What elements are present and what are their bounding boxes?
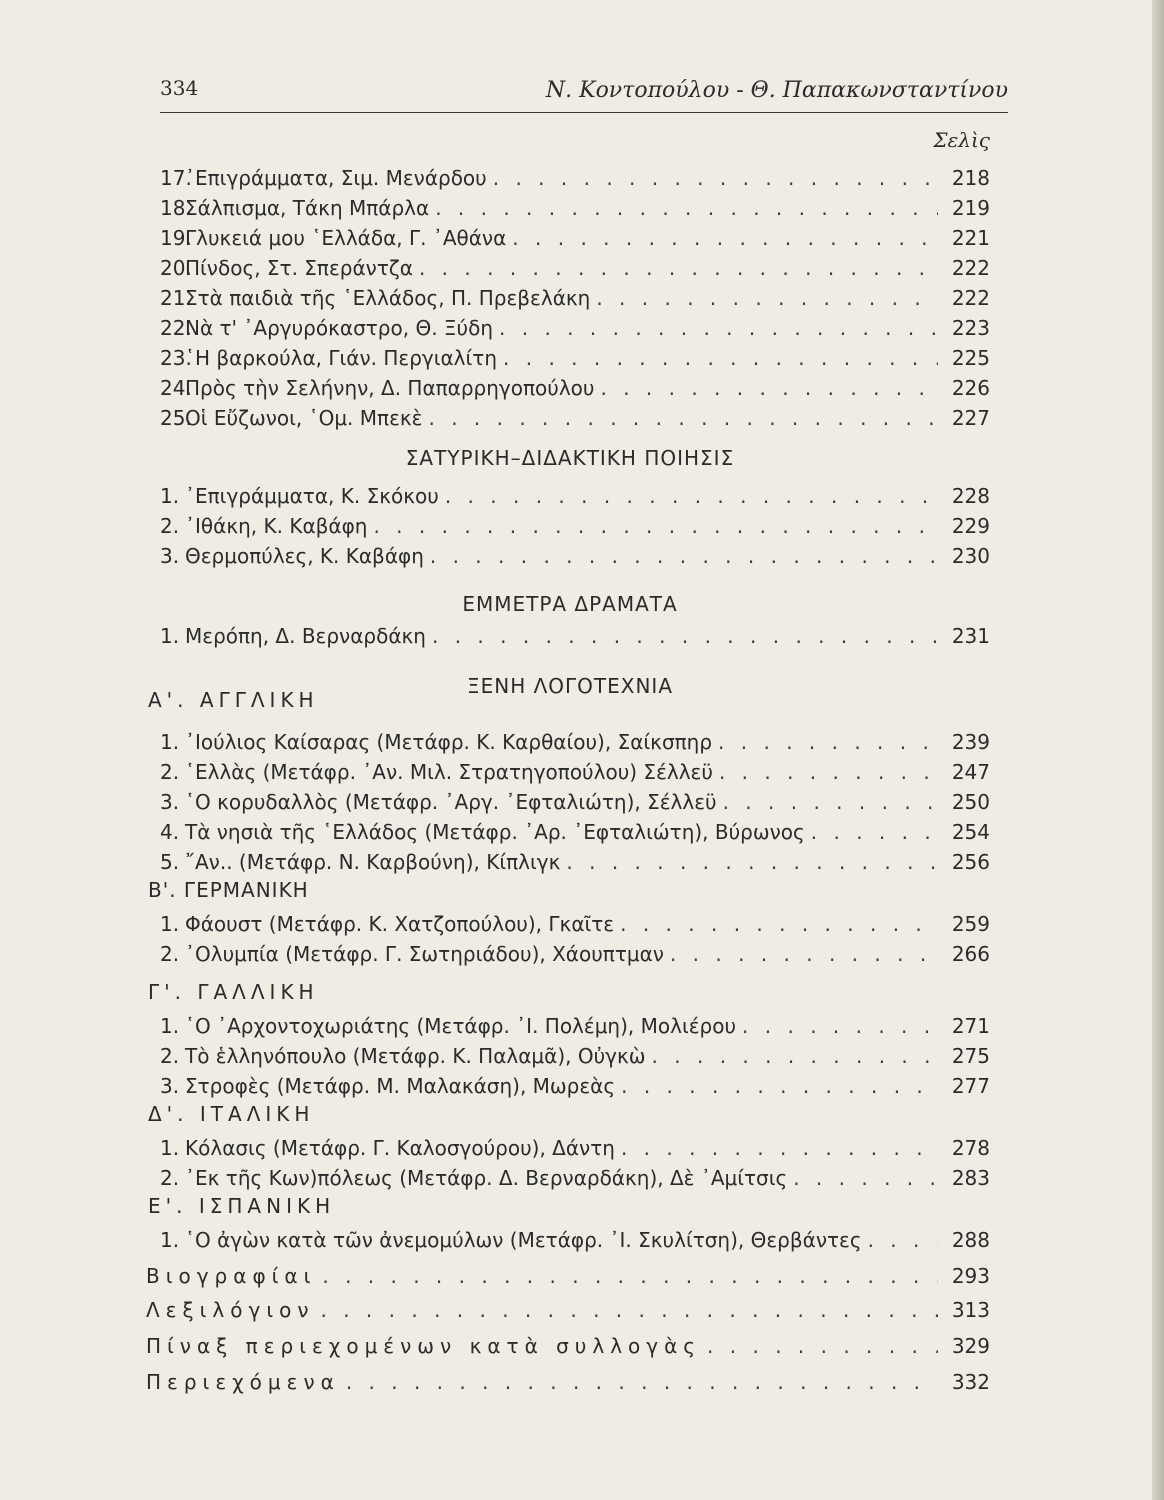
entry-title: Περιεχόμενα (146, 1370, 340, 1394)
entry-page: 239 (951, 730, 990, 754)
entry-title: ᾿Επιγράμματα, Σιμ. Μενάρδου (185, 166, 487, 190)
page-number: 334 (160, 76, 199, 100)
entry-number: 20. (160, 256, 192, 280)
entry-title: ῾Ο ᾿Αρχοντοχωριάτης (Μετάφρ. ᾿Ι. Πολέμη), Μολιέρου (185, 1014, 737, 1038)
toc-entry (160, 1136, 990, 1166)
toc-entry (160, 544, 990, 574)
entry-number: 19. (160, 226, 192, 250)
entry-title: Πίνδος, Στ. Σπεράντζα (185, 256, 413, 280)
entry-page: 223 (951, 316, 990, 340)
toc-entry (160, 790, 990, 820)
entry-number: 5. (160, 850, 180, 874)
toc-entry (160, 1014, 990, 1044)
entry-number: 1. (160, 730, 180, 754)
running-head: Ν. Κοντοπούλου - Θ. Παπακωνσταντίνου (545, 78, 1008, 103)
toc-entry (146, 1264, 990, 1294)
toc-entry (160, 1228, 990, 1258)
entry-title: ῾Ο κορυδαλλὸς (Μετάφρ. ᾿Αργ. ᾿Εφταλιώτη), Σέλλεϋ (185, 790, 717, 814)
entry-number: 25. (160, 406, 192, 430)
toc-entry (160, 316, 990, 346)
entry-title: Στροφὲς (Μετάφρ. Μ. Μαλακάση), Μωρεὰς (185, 1074, 616, 1098)
entry-page: 218 (951, 166, 990, 190)
toc-entry (160, 286, 990, 316)
entry-page: 332 (951, 1370, 990, 1394)
entry-title: Πρὸς τὴν Σελήνην, Δ. Παπαρρηγοπούλου (185, 376, 595, 400)
entry-page: 293 (951, 1264, 990, 1288)
entry-number: 2. (160, 514, 180, 538)
entry-page: 247 (951, 760, 990, 784)
toc-entry (160, 376, 990, 406)
entry-number: 2. (160, 760, 180, 784)
toc-entry (160, 850, 990, 880)
toc-entry (160, 624, 990, 654)
entry-page: 250 (951, 790, 990, 814)
entry-title: Τὰ νησιὰ τῆς ῾Ελλάδος (Μετάφρ. ᾿Αρ. ᾿Εφταλιώτη), Βύρωνος (185, 820, 805, 844)
entry-page: 313 (951, 1298, 990, 1322)
entry-number: 1. (160, 624, 180, 648)
entry-number: 3. (160, 544, 180, 568)
entry-number: 1. (160, 1228, 180, 1252)
entry-number: 3. (160, 1074, 180, 1098)
section-heading-satirical: ΣΑΤΥΡΙΚΗ–ΔΙΔΑΚΤΙΚΗ ΠΟΙΗΣΙΣ (405, 446, 735, 470)
entry-page: 254 (951, 820, 990, 844)
entry-page: 219 (951, 196, 990, 220)
entry-page: 222 (951, 286, 990, 310)
toc-entry (160, 166, 990, 196)
section-heading-foreign: ΞΕΝΗ ΛΟΓΟΤΕΧΝΙΑ (466, 674, 674, 698)
entry-number: 3. (160, 790, 180, 814)
entry-number: 1. (160, 912, 180, 936)
entry-number: 24. (160, 376, 192, 400)
entry-page: 228 (951, 484, 990, 508)
toc-entry (160, 942, 990, 972)
entry-number: 2. (160, 942, 180, 966)
entry-page: 283 (951, 1166, 990, 1190)
entry-title: ᾿Ιούλιος Καίσαρας (Μετάφρ. Κ. Καρθαίου), Σαίκσπηρ (185, 730, 713, 754)
subsection-spanish: Ε'. ΙΣΠΑΝΙΚΗ (148, 1194, 336, 1218)
entry-title: ῾Ελλὰς (Μετάφρ. ᾿Αν. Μιλ. Στρατηγοπούλου) Σέλλεϋ (185, 760, 713, 784)
entry-number: 1. (160, 1014, 180, 1038)
entry-title: ῾Η βαρκούλα, Γιάν. Περγιαλίτη (185, 346, 498, 370)
toc-entry (160, 406, 990, 436)
entry-title: Πίναξ περιεχομένων κατὰ συλλογὰς (146, 1334, 702, 1358)
entry-title: ᾿Ιθάκη, Κ. Καβάφη (185, 514, 368, 538)
entry-page: 271 (951, 1014, 990, 1038)
subsection-french: Γ'. ΓΑΛΛΙΚΗ (148, 980, 319, 1004)
entry-page: 259 (951, 912, 990, 936)
toc-entry (160, 256, 990, 286)
entry-title: Βιογραφίαι (146, 1264, 317, 1288)
entry-number: 2. (160, 1044, 180, 1068)
entry-page: 288 (951, 1228, 990, 1252)
entry-title: Τὸ ἑλληνόπουλο (Μετάφρ. Κ. Παλαμᾶ), Οὐγκὼ (185, 1044, 646, 1068)
entry-page: 227 (951, 406, 990, 430)
subsection-english: Α'. ΑΓΓΛΙΚΗ (148, 688, 319, 712)
entry-title: Σάλπισμα, Τάκη Μπάρλα (185, 196, 430, 220)
entry-number: 4. (160, 820, 180, 844)
entry-number: 21. (160, 286, 192, 310)
toc-entry (146, 1298, 990, 1328)
entry-title: ᾿Εκ τῆς Κων)πόλεως (Μετάφρ. Δ. Βερναρδάκη), Δὲ ᾿Αμίτσις (185, 1166, 788, 1190)
subsection-italian: Δ'. ΙΤΑΛΙΚΗ (148, 1102, 315, 1126)
entry-number: 1. (160, 1136, 180, 1160)
entry-number: 23. (160, 346, 192, 370)
entry-page: 226 (951, 376, 990, 400)
entry-title: Κόλασις (Μετάφρ. Γ. Καλοσγούρου), Δάντη (185, 1136, 615, 1160)
entry-title: Μερόπη, Δ. Βερναρδάκη (185, 624, 426, 648)
toc-entry (146, 1370, 990, 1400)
entry-number: 22. (160, 316, 192, 340)
entry-page: 230 (951, 544, 990, 568)
entry-title: Λεξιλόγιον (146, 1298, 315, 1322)
entry-title: Στὰ παιδιὰ τῆς ῾Ελλάδος, Π. Πρεβελάκη (185, 286, 591, 310)
entry-page: 256 (951, 850, 990, 874)
entry-number: 1. (160, 484, 180, 508)
toc-entry (160, 912, 990, 942)
toc-entry (160, 514, 990, 544)
entry-title: ᾿Επιγράμματα, Κ. Σκόκου (185, 484, 439, 508)
page-column-label: Σελὶς (933, 128, 990, 152)
entry-page: 222 (951, 256, 990, 280)
toc-entry (160, 196, 990, 226)
toc-entry (160, 760, 990, 790)
section-heading-drama: ΕΜΜΕΤΡΑ ΔΡΑΜΑΤΑ (462, 592, 678, 616)
entry-page: 329 (951, 1334, 990, 1358)
entry-title: ᾿Ολυμπία (Μετάφρ. Γ. Σωτηριάδου), Χάουπτμαν (185, 942, 664, 966)
toc-entry (160, 820, 990, 850)
entry-page: 231 (951, 624, 990, 648)
entry-page: 221 (951, 226, 990, 250)
entry-page: 275 (951, 1044, 990, 1068)
entry-title: Γλυκειά μου ῾Ελλάδα, Γ. ᾿Αθάνα (185, 226, 507, 250)
entry-page: 278 (951, 1136, 990, 1160)
entry-title: Θερμοπύλες, Κ. Καβάφη (185, 544, 424, 568)
toc-entry (160, 730, 990, 760)
entry-number: 17. (160, 166, 192, 190)
subsection-german: Β'. ΓΕΡΜΑΝΙΚΗ (148, 878, 309, 902)
entry-title: Νὰ τ' ᾿Αργυρόκαστρο, Θ. Ξύδη (185, 316, 494, 340)
toc-entry (160, 346, 990, 376)
entry-number: 18. (160, 196, 192, 220)
entry-title: Οἱ Εὔζωνοι, ῾Ομ. Μπεκὲ (185, 406, 423, 430)
toc-entry (160, 226, 990, 256)
toc-entry (160, 484, 990, 514)
entry-page: 266 (951, 942, 990, 966)
entry-title: ῾Ο ἀγὼν κατὰ τῶν ἀνεμομύλων (Μετάφρ. ᾿Ι. Σκυλίτση), Θερβάντες (185, 1228, 862, 1252)
entry-page: 225 (951, 346, 990, 370)
toc-entry (160, 1044, 990, 1074)
toc-entry (160, 1166, 990, 1196)
entry-page: 229 (951, 514, 990, 538)
toc-entry (146, 1334, 990, 1364)
toc-entry (160, 1074, 990, 1104)
entry-number: 2. (160, 1166, 180, 1190)
entry-page: 277 (951, 1074, 990, 1098)
entry-title: Φάουστ (Μετάφρ. Κ. Χατζοπούλου), Γκαῖτε (185, 912, 615, 936)
entry-title: ῎Αν.. (Μετάφρ. Ν. Καρβούνη), Κίπλιγκ (185, 850, 561, 874)
